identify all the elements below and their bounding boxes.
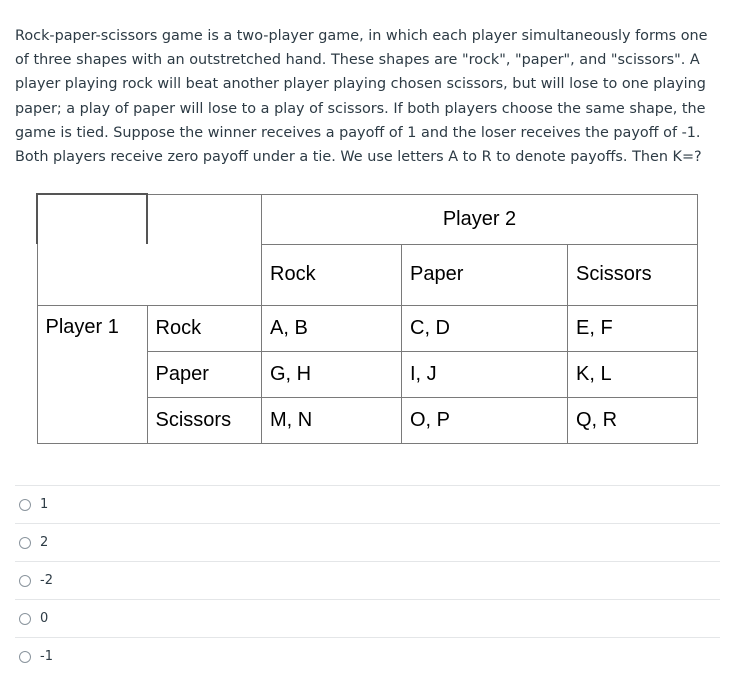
table-cell: E, F — [568, 305, 698, 351]
answer-label: -2 — [40, 573, 53, 588]
player1-header: Player 1 — [37, 305, 147, 443]
radio-button[interactable] — [19, 651, 31, 663]
radio-button[interactable] — [19, 499, 31, 511]
payoff-table — [36, 193, 698, 444]
table-cell: K, L — [568, 351, 698, 397]
table-cell: A, B — [262, 305, 402, 351]
radio-button[interactable] — [19, 537, 31, 549]
row-header-rock: Rock — [147, 305, 262, 351]
radio-button[interactable] — [19, 613, 31, 625]
table-cell: I, J — [402, 351, 568, 397]
col-header-scissors: Scissors — [568, 244, 698, 305]
row-header-paper: Paper — [147, 351, 262, 397]
answer-label: 0 — [40, 611, 49, 626]
table-cell: G, H — [262, 351, 402, 397]
table-cell: C, D — [402, 305, 568, 351]
answer-label: 2 — [40, 535, 49, 550]
row-header-scissors: Scissors — [147, 397, 262, 443]
col-header-paper: Paper — [402, 244, 568, 305]
answer-label: 1 — [40, 497, 49, 512]
answer-option-4[interactable] — [15, 599, 720, 637]
table-cell: Q, R — [568, 397, 698, 443]
answer-option-5[interactable] — [15, 637, 720, 675]
question-text: Rock-paper-scissors game is a two-player game, in which each player simultaneously forms one of three shapes with an outstretched hand. These shapes are "rock", "paper", and "scissors". A player playing rock will beat another player playing chosen scissors, but will lose to one playing paper; a play of paper will lose to a play of scissors. If both players choose the same shape, the game is tied. Suppose the winner receives a payoff of 1 and the loser receives the payoff of -1. Both players receive zero payoff under a tie. We use letters A to R to denote payoffs. Then K=? — [15, 28, 708, 166]
player2-header: Player 2 — [262, 194, 698, 244]
answer-label: -1 — [40, 649, 53, 664]
answer-option-2[interactable] — [15, 523, 720, 561]
radio-button[interactable] — [19, 575, 31, 587]
table-cell: M, N — [262, 397, 402, 443]
answer-option-3[interactable] — [15, 561, 720, 599]
answer-list — [15, 485, 720, 675]
col-header-rock: Rock — [262, 244, 402, 305]
table-cell: O, P — [402, 397, 568, 443]
corner-cell — [37, 194, 147, 244]
answer-option-1[interactable] — [15, 485, 720, 523]
